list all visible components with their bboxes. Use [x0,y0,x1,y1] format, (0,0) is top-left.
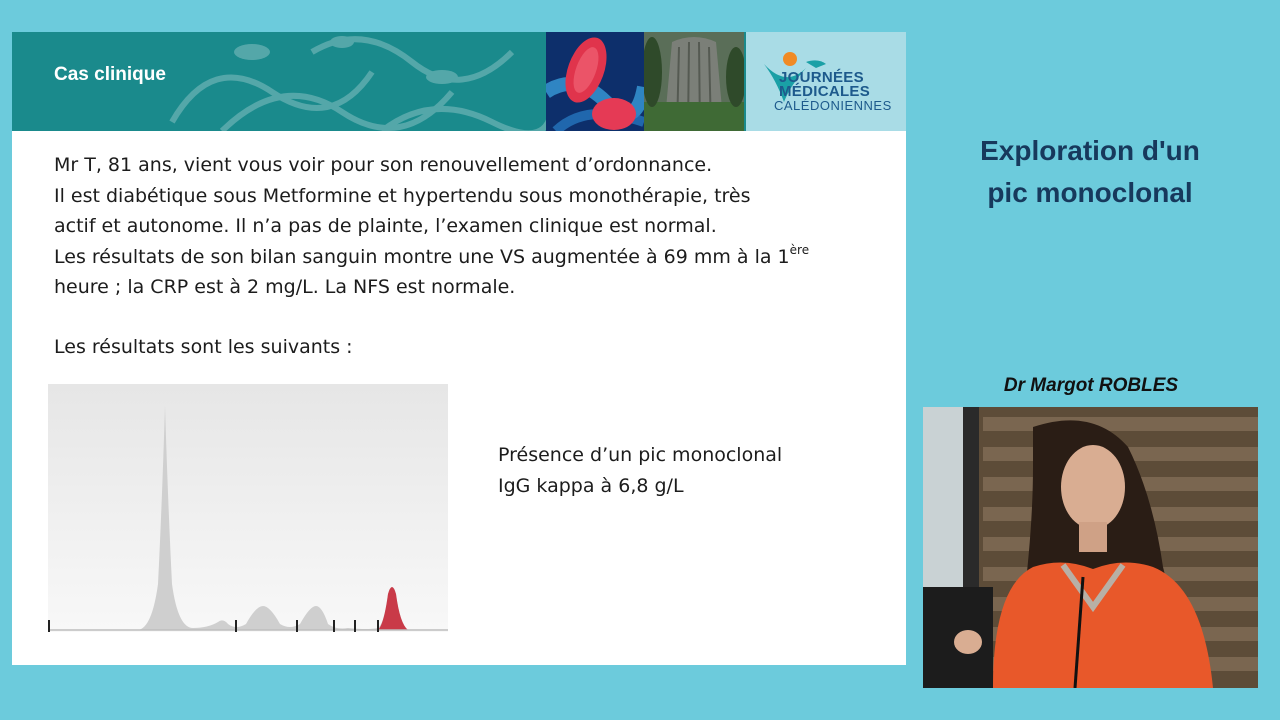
case-line-4-text: Les résultats de son bilan sanguin montre une VS augmentée à 69 mm à la 1 [54,245,790,268]
logo-line2: MÉDICALES [779,83,871,100]
result-line-1: Présence d’un pic monoclonal [498,444,783,466]
case-description [54,150,874,303]
case-line-4 [54,242,874,273]
slide-banner [12,32,906,131]
speaker-name: Dr Margot ROBLES [1003,375,1179,396]
logo-line3: CALÉDONIENNES [774,98,892,113]
banner-pattern-decoration [132,32,552,131]
presentation-slide [12,32,906,665]
case-line-1: Mr T, 81 ans, vient vous voir pour son renouvellement d’ordonnance. [54,154,713,176]
case-line-2: Il est diabétique sous Metformine et hypertendu sous monothérapie, très [54,184,751,207]
bacteria-image [546,32,644,131]
title-line-2: pic monoclonal [987,177,1193,208]
presentation-title [940,130,1240,214]
logo-line1: JOURNÉES [779,69,864,86]
journees-medicales-logo [746,32,906,131]
results-label: Les résultats sont les suivants : [54,336,353,358]
case-line-5: heure ; la CRP est à 2 mg/L. La NFS est normale. [54,276,516,298]
result-summary [498,440,782,502]
building-photo [644,32,744,131]
title-line-1: Exploration d'un [980,135,1200,166]
result-line-2: IgG kappa à 6,8 g/L [498,475,684,497]
case-line-3: actif et autonome. Il n’a pas de plainte, l’examen clinique est normal. [54,215,717,237]
speaker-video [923,407,1258,688]
banner-title: Cas clinique [54,64,166,85]
protein-electrophoresis-graph [48,384,448,632]
ordinal-superscript: ère [789,242,810,257]
